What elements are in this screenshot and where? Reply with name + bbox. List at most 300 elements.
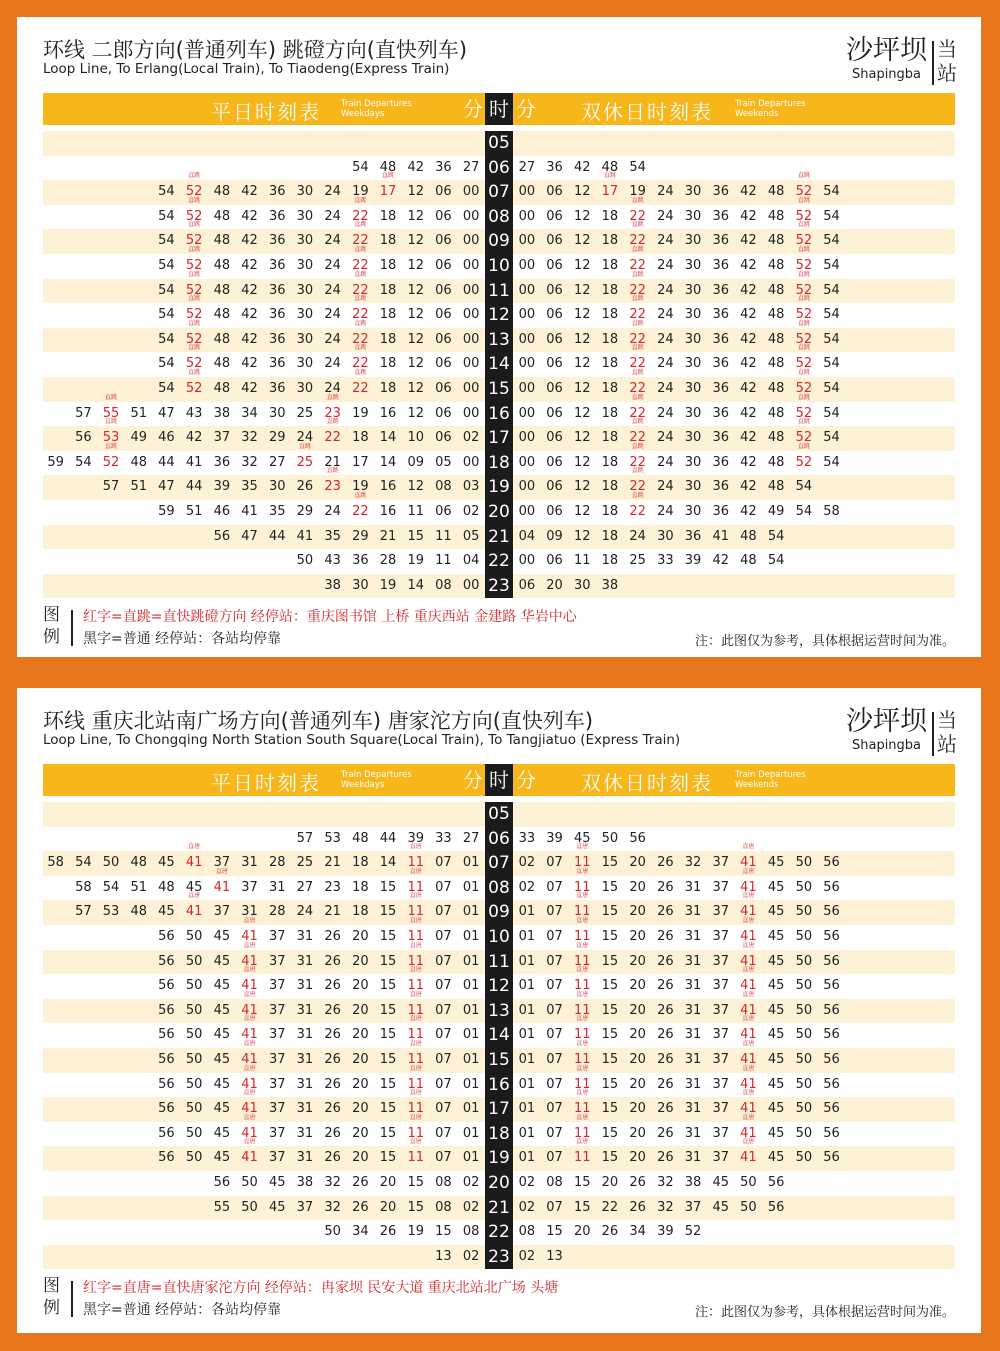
weekend-minute: 54: [795, 503, 813, 519]
hour-row-22: [43, 1220, 955, 1245]
hour-row-10: [43, 254, 955, 279]
weekend-minute: 20: [629, 1027, 646, 1043]
weekday-minute: 12: [407, 208, 425, 224]
weekend-minute: 42: [740, 380, 757, 396]
weekday-minute: 20: [352, 1150, 369, 1166]
weekday-minute: 30: [296, 380, 314, 396]
weekday-minute: 50: [185, 928, 203, 944]
weekend-minute: 06: [546, 356, 563, 372]
weekday-title: 平日时刻表: [211, 100, 321, 124]
weekday-express-minute: 直唐 11: [404, 974, 428, 999]
weekday-express-minute: 直唐 11: [404, 1146, 428, 1171]
weekend-minute: 20: [629, 978, 646, 994]
station-name-en: Shapingba: [851, 67, 922, 82]
weekend-minute: 54: [823, 430, 840, 446]
weekday-minute: 00: [462, 405, 480, 421]
weekday-title-en: [341, 99, 412, 119]
hour-cell: 05: [485, 802, 513, 827]
weekday-minute: 19: [407, 553, 425, 569]
weekend-minute: 01: [518, 1125, 536, 1141]
weekend-minute: 07: [546, 978, 563, 994]
hour-row-19: [43, 475, 955, 500]
weekend-minute: 18: [601, 380, 619, 396]
weekend-minute: 18: [601, 356, 619, 372]
weekend-express-minute: 直跳 22: [626, 279, 650, 304]
weekend-express-minute: 直唐 11: [570, 950, 594, 975]
weekend-minute: 56: [823, 953, 840, 969]
weekend-minute: 06: [546, 553, 563, 569]
weekend-minute: 56: [823, 1051, 840, 1067]
weekday-minute: 08: [435, 1174, 452, 1190]
weekday-minute: 45: [185, 879, 203, 895]
weekend-minute: 52: [684, 1224, 702, 1240]
legend-divider: [71, 610, 73, 646]
weekday-minute: 31: [296, 953, 314, 969]
weekend-minute: 50: [795, 1002, 813, 1018]
weekday-minute: 56: [158, 978, 175, 994]
weekend-minute: 45: [767, 1051, 785, 1067]
weekend-minute: 50: [795, 928, 813, 944]
weekday-express-minute: 直跳 22: [348, 205, 372, 230]
weekend-minute: 30: [684, 307, 702, 323]
weekend-minute: 24: [657, 233, 674, 249]
weekday-minute: 05: [435, 454, 452, 470]
weekend-minute: 36: [712, 503, 730, 519]
weekday-minute: 02: [462, 1248, 480, 1264]
weekday-minute: 42: [407, 159, 425, 175]
weekday-express-minute: 直唐 41: [182, 900, 206, 925]
weekday-minute: 06: [435, 380, 452, 396]
weekday-minute: 20: [379, 1199, 397, 1215]
weekday-minute: 13: [435, 1248, 452, 1264]
weekend-minute: 02: [518, 1174, 536, 1190]
weekend-minute: 36: [712, 282, 730, 298]
weekday-minute: 45: [213, 1076, 231, 1092]
weekday-minute: 18: [379, 257, 397, 273]
weekend-minute: 20: [629, 904, 646, 920]
weekend-minute: 00: [518, 405, 536, 421]
weekend-express-minute: 直跳 22: [626, 500, 650, 525]
weekend-minute: 18: [601, 528, 619, 544]
weekend-minute: 54: [823, 208, 840, 224]
weekday-minute: 42: [241, 184, 258, 200]
weekday-express-minute: 直跳 22: [348, 500, 372, 525]
hour-row-08: [43, 876, 955, 901]
legend-express: 红字=直跳=直快跳磴方向 经停站：重庆图书馆 上桥 重庆西站 金建路 华岩中心: [83, 609, 577, 625]
weekday-minute: 14: [379, 430, 397, 446]
weekday-minute: 38: [296, 1174, 314, 1190]
weekend-express-minute: 直跳 22: [626, 254, 650, 279]
weekend-express-minute: 直唐 11: [570, 999, 594, 1024]
weekday-minute: 50: [185, 1076, 203, 1092]
weekday-minute: 34: [241, 405, 258, 421]
weekday-minute: 50: [185, 1150, 203, 1166]
weekend-minute: 00: [518, 553, 536, 569]
weekend-minute: 18: [601, 307, 619, 323]
weekend-minute: 30: [657, 528, 674, 544]
weekend-minute: 01: [518, 1150, 536, 1166]
weekend-minute: 48: [767, 257, 785, 273]
weekend-express-minute: 直唐 11: [570, 1073, 594, 1098]
weekend-minute: 48: [767, 307, 785, 323]
hour-row-22: [43, 549, 955, 574]
weekday-minute: 00: [462, 307, 480, 323]
weekend-express-minute: 直唐 11: [570, 1023, 594, 1048]
weekend-minute: 45: [573, 830, 591, 846]
weekday-minute: 01: [462, 879, 480, 895]
weekday-minute: 57: [75, 405, 92, 421]
weekday-minute: 45: [213, 953, 231, 969]
weekend-minute: 42: [740, 454, 757, 470]
weekday-minute: 50: [102, 855, 120, 871]
weekend-express-minute: 直跳 22: [626, 328, 650, 353]
hour-cell: 10: [485, 925, 513, 950]
weekend-minute: 48: [601, 159, 619, 175]
weekday-express-minute: 直跳 22: [348, 303, 372, 328]
weekend-express-minute: 直唐 41: [736, 925, 760, 950]
weekend-minute: 56: [767, 1199, 785, 1215]
weekend-express-minute: 直跳 22: [626, 377, 650, 402]
weekday-minute: 32: [324, 1174, 341, 1190]
weekday-minute: 18: [379, 208, 397, 224]
weekend-minute: 18: [601, 553, 619, 569]
weekday-caption: Weekdays: [341, 109, 385, 119]
weekday-minute: 24: [296, 430, 314, 446]
weekend-minute: 31: [684, 1125, 702, 1141]
weekday-minute: 00: [462, 380, 480, 396]
weekend-minute: 54: [823, 233, 840, 249]
weekday-minute: 53: [102, 904, 120, 920]
weekend-express-minute: 直唐 11: [570, 1048, 594, 1073]
weekday-minute: 19: [352, 184, 369, 200]
weekday-minute: 37: [213, 430, 231, 446]
weekend-minute: 26: [657, 1051, 674, 1067]
weekday-minute: 30: [296, 184, 314, 200]
hour-cell: 18: [485, 451, 513, 476]
weekend-minute: 32: [657, 1174, 674, 1190]
weekday-minute: 07: [435, 1101, 452, 1117]
weekday-express-minute: 直唐 41: [238, 1146, 262, 1171]
weekend-minute: 45: [767, 1125, 785, 1141]
weekday-express-minute: 直唐 11: [404, 1122, 428, 1147]
weekday-minute: 28: [268, 904, 286, 920]
weekend-minute: 45: [767, 1150, 785, 1166]
weekday-express-minute: 直唐 41: [238, 1097, 262, 1122]
weekday-minute: 45: [268, 1199, 286, 1215]
hour-row-12: [43, 303, 955, 328]
weekend-express-minute: 直跳 22: [626, 451, 650, 476]
weekday-minute: 31: [296, 1150, 314, 1166]
weekday-minute: 51: [130, 479, 148, 495]
weekday-minute: 06: [435, 405, 452, 421]
weekday-minute: 08: [435, 1199, 452, 1215]
weekday-minute: 02: [462, 1199, 480, 1215]
weekend-minute: 24: [657, 282, 674, 298]
weekend-express-minute: 直跳 52: [792, 426, 816, 451]
hour-row-18: [43, 1122, 955, 1147]
weekday-express-minute: 直跳 52: [99, 451, 123, 476]
weekend-minute: 24: [657, 208, 674, 224]
weekday-minute: 54: [102, 879, 120, 895]
weekday-express-minute: 直跳 22: [348, 352, 372, 377]
weekday-minute: 37: [268, 1027, 286, 1043]
weekday-minute: 46: [213, 503, 231, 519]
weekend-minute: 37: [712, 904, 730, 920]
weekday-minute: 37: [268, 928, 286, 944]
weekend-minute: 50: [795, 1150, 813, 1166]
weekday-minute: 12: [407, 405, 425, 421]
weekend-minute: 15: [601, 904, 619, 920]
weekday-minute: 31: [296, 1076, 314, 1092]
weekend-minute: 20: [629, 1076, 646, 1092]
weekday-minute: 38: [324, 577, 341, 593]
hour-row-16: [43, 402, 955, 427]
weekend-minute: 26: [629, 1174, 646, 1190]
weekday-express-minute: 直唐 41: [238, 925, 262, 950]
weekend-express-minute: 直跳 52: [792, 254, 816, 279]
weekend-title-en: [735, 770, 806, 790]
weekday-minute: 26: [352, 1174, 369, 1190]
hour-cell: 21: [485, 1196, 513, 1221]
weekend-minute: 06: [546, 233, 563, 249]
weekday-minute: 36: [213, 454, 231, 470]
weekday-minute: 18: [379, 331, 397, 347]
weekend-express-minute: 直跳 52: [792, 402, 816, 427]
weekday-minute: 54: [158, 184, 175, 200]
weekend-minute: 07: [546, 1051, 563, 1067]
weekday-minute: 36: [268, 184, 286, 200]
weekend-minute: 20: [629, 879, 646, 895]
weekend-express-minute: 直唐 41: [736, 950, 760, 975]
weekday-minute: 48: [213, 380, 231, 396]
weekend-minute: 18: [601, 503, 619, 519]
weekend-minute: 31: [684, 1002, 702, 1018]
weekend-minute: 00: [518, 380, 536, 396]
weekday-minute: 20: [352, 1027, 369, 1043]
weekend-minute: 54: [629, 159, 646, 175]
weekend-minute: 15: [601, 978, 619, 994]
weekend-minute: 00: [518, 184, 536, 200]
weekday-minute: 26: [324, 1051, 341, 1067]
weekend-minute: 37: [712, 879, 730, 895]
weekday-minute: 01: [462, 1027, 480, 1043]
hour-cell: 18: [485, 1122, 513, 1147]
legend-label: 图例: [43, 605, 60, 647]
weekend-minute: 18: [601, 405, 619, 421]
weekday-minute: 48: [213, 257, 231, 273]
weekday-minute: 11: [435, 553, 452, 569]
weekend-minute: 12: [573, 405, 591, 421]
weekend-minute: 38: [601, 577, 619, 593]
hour-row-14: [43, 352, 955, 377]
weekday-minute: 50: [241, 1174, 258, 1190]
weekend-minute: 01: [518, 928, 536, 944]
weekday-minute: 47: [158, 479, 175, 495]
weekend-minute: 20: [629, 1101, 646, 1117]
weekend-minute: 24: [657, 184, 674, 200]
weekday-minute: 53: [324, 830, 341, 846]
weekend-express-minute: 直跳 22: [626, 475, 650, 500]
weekend-minute: 20: [629, 1125, 646, 1141]
weekend-minute: 12: [573, 380, 591, 396]
weekday-minute: 42: [241, 307, 258, 323]
weekend-minute: 24: [657, 405, 674, 421]
weekend-minute: 37: [712, 855, 730, 871]
weekday-minute: 16: [379, 479, 397, 495]
weekend-minute: 26: [657, 1002, 674, 1018]
weekday-minute: 54: [75, 855, 92, 871]
weekend-minute: 07: [546, 1002, 563, 1018]
weekday-express-minute: 直跳 22: [348, 377, 372, 402]
weekend-minute: 01: [518, 1027, 536, 1043]
weekday-minute: 06: [435, 430, 452, 446]
weekday-minute: 36: [268, 282, 286, 298]
weekend-minute: 45: [712, 1199, 730, 1215]
weekend-minute: 06: [546, 454, 563, 470]
hour-cell: 09: [485, 900, 513, 925]
weekday-minute: 36: [268, 356, 286, 372]
weekend-minute: 54: [823, 257, 840, 273]
weekday-minute: 50: [185, 953, 203, 969]
weekend-minute: 45: [767, 1101, 785, 1117]
legend-local: 黑字=普通 经停站：各站均停靠: [83, 631, 282, 647]
weekday-minute: 19: [352, 405, 369, 421]
disclaimer-note: 注：此图仅为参考，具体根据运营时间为准。: [694, 634, 955, 649]
weekday-minute: 28: [268, 855, 286, 871]
weekend-express-minute: 直跳 52: [792, 352, 816, 377]
weekday-minute: 37: [268, 1076, 286, 1092]
hour-row-21: [43, 1196, 955, 1221]
weekday-minute: 43: [324, 553, 341, 569]
weekend-minute: 54: [823, 282, 840, 298]
weekend-minute: 58: [823, 503, 840, 519]
weekday-minute: 18: [379, 233, 397, 249]
weekday-express-minute: 直跳 22: [348, 279, 372, 304]
weekend-minute: 11: [573, 553, 591, 569]
weekend-minute: 42: [740, 307, 757, 323]
weekday-minute: 29: [268, 430, 286, 446]
weekend-minute: 12: [573, 528, 591, 544]
weekend-title: 双休日时刻表: [581, 100, 713, 124]
weekday-minute: 10: [407, 430, 425, 446]
weekday-minute: 11: [435, 528, 452, 544]
weekday-express-minute: 直跳 52: [182, 377, 206, 402]
weekday-minute: 57: [296, 830, 314, 846]
hour-cell: 16: [485, 402, 513, 427]
weekday-minute: 56: [75, 430, 92, 446]
weekend-minute: 06: [546, 307, 563, 323]
weekday-minute: 45: [213, 1150, 231, 1166]
weekend-minute: 02: [518, 1248, 536, 1264]
weekend-minute: 20: [629, 1002, 646, 1018]
weekday-minute: 01: [462, 1002, 480, 1018]
weekday-express-minute: 直唐 41: [210, 876, 234, 901]
weekday-minute: 06: [435, 184, 452, 200]
weekday-minute: 48: [130, 454, 148, 470]
weekend-minute: 48: [767, 356, 785, 372]
weekday-minute: 30: [296, 208, 314, 224]
weekend-minute: 50: [795, 855, 813, 871]
weekend-minute: 00: [518, 282, 536, 298]
hour-row-11: [43, 279, 955, 304]
weekend-minute: 36: [684, 528, 702, 544]
en-caption: Train Departures: [341, 99, 412, 109]
weekend-minute: 56: [823, 1002, 840, 1018]
weekend-minute: 54: [823, 454, 840, 470]
weekend-minute: 00: [518, 430, 536, 446]
station-name-en: Shapingba: [851, 738, 922, 753]
weekday-minute: 15: [407, 528, 425, 544]
weekday-minute: 15: [379, 1027, 397, 1043]
weekend-minute: 37: [712, 1101, 730, 1117]
weekday-express-minute: 直唐 11: [404, 950, 428, 975]
weekday-minute: 50: [185, 978, 203, 994]
weekday-minute: 29: [352, 528, 369, 544]
weekday-minute: 30: [352, 577, 369, 593]
weekday-minute: 26: [324, 978, 341, 994]
station-name-cn: 沙坪坝: [846, 706, 927, 737]
weekday-minute: 36: [268, 208, 286, 224]
weekday-minute: 20: [379, 1174, 397, 1190]
weekend-minute: 20: [629, 1051, 646, 1067]
weekend-minute: 15: [601, 953, 619, 969]
weekend-express-minute: 直唐 41: [736, 900, 760, 925]
weekday-minute: 32: [241, 430, 258, 446]
weekend-express-minute: 直唐 11: [570, 1097, 594, 1122]
weekend-minute: 42: [740, 503, 757, 519]
weekend-minute: 48: [767, 430, 785, 446]
weekday-express-minute: 直跳 52: [182, 229, 206, 254]
weekend-minute: 37: [684, 1199, 702, 1215]
hour-row-19: [43, 1146, 955, 1171]
weekday-minute: 30: [296, 307, 314, 323]
weekend-minute: 26: [657, 1150, 674, 1166]
weekend-minute: 42: [740, 479, 757, 495]
weekend-minute: 20: [573, 1224, 591, 1240]
weekend-minute: 00: [518, 503, 536, 519]
weekday-minute: 37: [268, 1002, 286, 1018]
weekday-minute: 30: [268, 405, 286, 421]
weekend-minute: 07: [546, 1125, 563, 1141]
weekday-minute: 01: [462, 1150, 480, 1166]
weekday-minute: 12: [407, 257, 425, 273]
weekend-minute: 01: [518, 978, 536, 994]
weekday-minute: 15: [379, 904, 397, 920]
weekday-title: 平日时刻表: [211, 771, 321, 795]
weekday-minute: 15: [379, 1125, 397, 1141]
weekend-minute: 42: [740, 282, 757, 298]
weekend-minute: 01: [518, 1101, 536, 1117]
weekday-minute: 30: [296, 356, 314, 372]
weekend-express-minute: 直唐 41: [736, 1023, 760, 1048]
hour-cell: 13: [485, 328, 513, 353]
weekday-express-minute: 直唐 41: [238, 1122, 262, 1147]
weekday-minute: 18: [379, 282, 397, 298]
weekend-minute: 48: [767, 405, 785, 421]
weekday-minute: 41: [185, 454, 203, 470]
table-title-cn: 环线 重庆北站南广场方向(普通列车) 唐家沱方向(直快列车): [43, 709, 594, 733]
weekday-minute: 37: [213, 855, 231, 871]
weekday-minute: 12: [407, 307, 425, 323]
weekday-minute: 48: [130, 904, 148, 920]
table-title-en: Loop Line, To Erlang(Local Train), To Tiaodeng(Express Train): [43, 61, 450, 77]
weekend-minute: 07: [546, 953, 563, 969]
hour-row-15: [43, 1048, 955, 1073]
weekend-minute: 26: [657, 855, 674, 871]
weekend-minute: 12: [573, 356, 591, 372]
weekday-minute: 54: [158, 380, 175, 396]
weekend-caption: Weekends: [735, 109, 779, 119]
